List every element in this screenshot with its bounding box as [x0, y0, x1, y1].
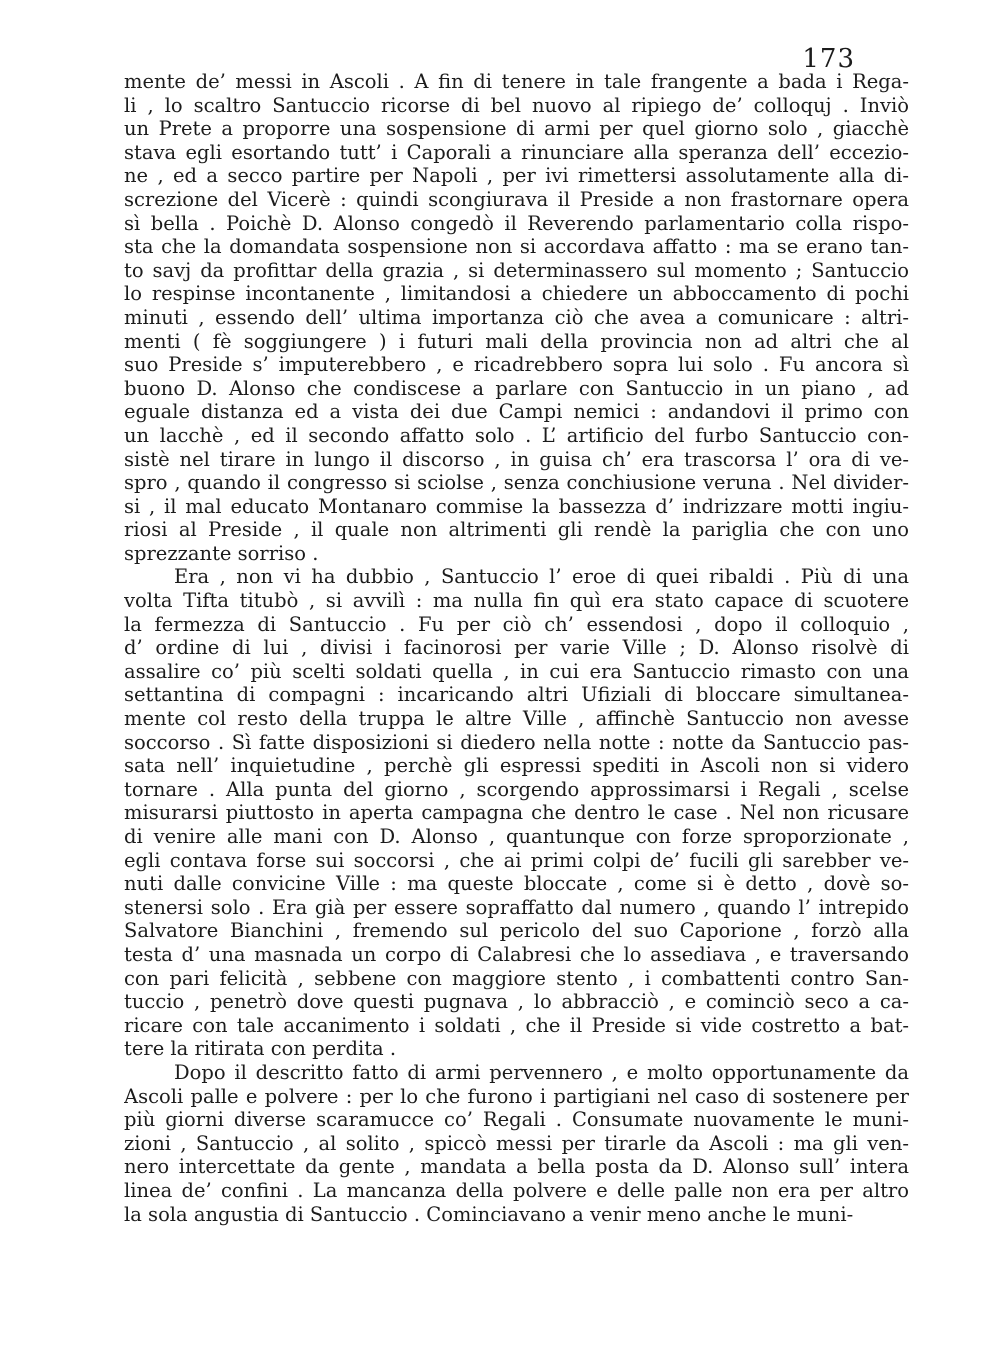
text-line: un Prete a proporre una sospensione di armi per quel giorno solo , giacchè [124, 117, 909, 141]
text-line: spro , quando il congresso si sciolse , senza conchiusione veruna . Nel divider- [124, 471, 909, 495]
text-line: minuti , essendo dell’ ultima importanza ciò che avea a comunicare : altri- [124, 305, 909, 329]
text-line: Salvatore Bianchini , fremendo sul pericolo del suo Caporione , forzò alla [124, 919, 909, 943]
text-line: tornare . Alla punta del giorno , scorgendo approssimarsi i Regali , scelse [124, 777, 909, 801]
text-line: menti ( fè soggiungere ) i futuri mali della provincia non ad altri che al [124, 329, 909, 353]
paragraph [124, 1061, 909, 1226]
text-line: volta Tifta titubò , si avvilì : ma nulla fin quì era stato capace di scuotere [124, 589, 909, 613]
text-line: la fermezza di Santuccio . Fu per ciò ch’ essendosi , dopo il colloquio , [124, 612, 909, 636]
text-line: sprezzante sorriso . [124, 541, 319, 565]
text-line: Ascoli palle e polvere : per lo che furono i partigiani nel caso di sostenere per [124, 1084, 909, 1108]
text-line: misurarsi piuttosto in aperta campagna che dentro le case . Nel non ricusare [124, 801, 909, 825]
text-line: mente col resto della truppa le altre Ville , affinchè Santuccio non avesse [124, 707, 909, 731]
text-line: di venire alle mani con D. Alonso , quantunque con forze sproporzionate , [124, 825, 909, 848]
text-line: d’ ordine di lui , divisi i facinorosi per varie Ville ; D. Alonso risolvè di [124, 636, 909, 660]
text-line: lo respinse incontanente , limitandosi a chiedere un abboccamento di pochi [124, 282, 909, 306]
text-line: tere la ritirata con perdita . [124, 1037, 397, 1061]
text-line: zioni , Santuccio , al solito , spiccò messi per tirarle da Ascoli : ma gli ven- [124, 1131, 909, 1155]
text-line: eguale distanza ed a vista dei due Campi nemici : andandovi il primo con [124, 400, 909, 424]
page-body-text [124, 70, 909, 1226]
text-line: si , il mal educato Montanaro commise la bassezza d’ indrizzare motti ingiu- [124, 494, 909, 518]
text-line: buono D. Alonso che condiscese a parlare con Santuccio in un piano , ad [124, 376, 909, 400]
text-line: mente de’ messi in Ascoli . A fin di tenere in tale frangente a bada i Rega- [124, 70, 909, 93]
text-line: settantina di compagni : incaricando altri Ufiziali di bloccare simultanea- [124, 683, 909, 707]
text-line: stava egli esortando tutt’ i Caporali a rinunciare alla speranza dell’ eccezio- [124, 140, 909, 164]
text-line: un lacchè , ed il secondo affatto solo . L’ artificio del furbo Santuccio con- [124, 423, 909, 447]
text-line: egli contava forse sui soccorsi , che ai primi colpi de’ fucili gli sarebber ve- [124, 848, 909, 872]
text-line: sta che la domandata sospensione non si accordava affatto : ma se erano tan- [124, 235, 909, 259]
text-line: tuccio , penetrò dove questi pugnava , lo abbracciò , e cominciò seco a ca- [124, 990, 909, 1014]
text-line: ne , ed a secco partire per Napoli , per ivi rimettersi assolutamente alla di- [124, 164, 909, 188]
text-line: assalire co’ più scelti soldati quella , in cui era Santuccio rimasto con una [124, 659, 909, 683]
text-line: li , lo scaltro Santuccio ricorse di bel nuovo al ripiego de’ colloquj . Inviò [124, 93, 909, 117]
text-line: sì bella . Poichè D. Alonso congedò il Reverendo parlamentario colla rispo- [124, 211, 909, 235]
paragraph [124, 565, 909, 1060]
text-line: linea de’ confini . La mancanza della polvere e delle palle non era per altro [124, 1178, 909, 1202]
text-line: screzione del Vicerè : quindi scongiurava il Preside a non frastornare opera [124, 187, 909, 211]
text-line: Era , non vi ha dubbio , Santuccio l’ eroe di quei ribaldi . Più di una [174, 565, 909, 589]
text-line: riosi al Preside , il quale non altrimenti gli rendè la pariglia che con uno [124, 518, 909, 542]
text-line: to savj da profittar della grazia , si determinassero sul momento ; Santuccio [124, 258, 909, 282]
text-line: ricare con tale accanimento i soldati , che il Preside si vide costretto a bat- [124, 1013, 909, 1037]
text-line: la sola angustia di Santuccio . Cominciavano a venir meno anche le muni- [124, 1202, 854, 1226]
text-line: con pari felicità , sebbene con maggiore stento , i combattenti contro San- [124, 966, 909, 990]
paragraph [124, 70, 909, 565]
text-line: sistè nel tirare in lungo il discorso , in guisa ch’ era trascorsa l’ ora di ve- [124, 447, 909, 471]
text-line: soccorso . Sì fatte disposizioni si diedero nella notte : notte da Santuccio pas- [124, 730, 909, 754]
page-number: 173 [802, 44, 855, 74]
text-line: nuti dalle convicine Ville : ma queste bloccate , come si è detto , dovè so- [124, 872, 909, 896]
text-line: stenersi solo . Era già per essere sopraffatto dal numero , quando l’ intrepido [124, 895, 909, 919]
text-line: più giorni diverse scaramucce co’ Regali . Consumate nuovamente le muni- [124, 1108, 909, 1132]
text-line: Dopo il descritto fatto di armi pervennero , e molto opportunamente da [174, 1060, 909, 1084]
text-line: suo Preside s’ imputerebbero , e ricadrebbero sopra lui solo . Fu ancora sì [124, 353, 909, 377]
text-line: nero intercettate da gente , mandata a bella posta da D. Alonso sull’ intera [124, 1155, 909, 1179]
text-line: testa d’ una masnada un corpo di Calabresi che lo assediava , e traversando [124, 942, 909, 966]
text-line: sata nell’ inquietudine , perchè gli espressi spediti in Ascoli non si videro [124, 754, 909, 778]
